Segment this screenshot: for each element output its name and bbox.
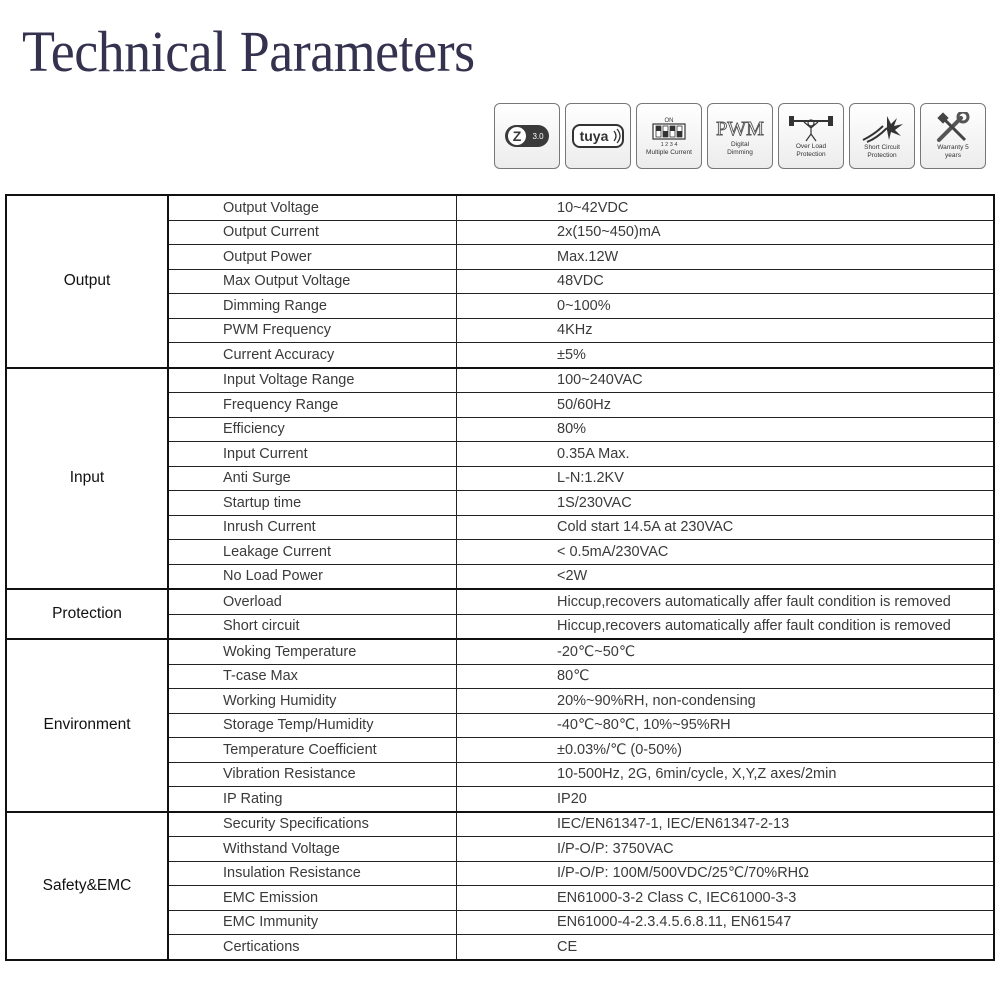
group-label: Safety&EMC [6, 812, 168, 960]
param-name: Input Current [168, 442, 457, 467]
dip-switch-icon [636, 103, 702, 169]
param-name: Max Output Voltage [168, 269, 457, 294]
short-circuit-caption: Short Circuit Protection [864, 144, 900, 159]
param-value: 0~100% [457, 294, 995, 319]
param-name: Short circuit [168, 614, 457, 639]
param-value: Hiccup,recovers automatically affer fault condition is removed [457, 614, 995, 639]
feature-icons [494, 103, 986, 169]
param-name: Input Voltage Range [168, 368, 457, 393]
param-name: No Load Power [168, 564, 457, 589]
param-value: 10-500Hz, 2G, 6min/cycle, X,Y,Z axes/2min [457, 762, 995, 787]
param-name: Current Accuracy [168, 343, 457, 368]
param-value: 80℃ [457, 664, 995, 689]
param-name: Insulation Resistance [168, 861, 457, 886]
group-label: Protection [6, 589, 168, 639]
dip-caption: Multiple Current [646, 149, 692, 156]
tools-warranty-icon [920, 103, 986, 169]
param-value: IP20 [457, 787, 995, 812]
param-name: EMC Immunity [168, 910, 457, 935]
param-name: Inrush Current [168, 515, 457, 540]
param-name: T-case Max [168, 664, 457, 689]
param-name: Certications [168, 935, 457, 960]
param-name: Output Current [168, 220, 457, 245]
spec-row [6, 195, 994, 220]
param-value: Max.12W [457, 245, 995, 270]
param-name: Storage Temp/Humidity [168, 713, 457, 738]
pwm-icon [707, 103, 773, 169]
param-name: Startup time [168, 491, 457, 516]
param-value: <2W [457, 564, 995, 589]
warranty-caption: Warranty 5 years [937, 144, 969, 159]
param-name: Overload [168, 589, 457, 614]
param-value: IEC/EN61347-1, IEC/EN61347-2-13 [457, 812, 995, 837]
tuya-icon [565, 103, 631, 169]
zigbee-version: 3.0 [532, 132, 544, 141]
param-value: -40℃~80℃, 10%~95%RH [457, 713, 995, 738]
param-name: IP Rating [168, 787, 457, 812]
param-name: Security Specifications [168, 812, 457, 837]
overload-caption: Over Load Protection [795, 143, 827, 158]
overload-icon [778, 103, 844, 169]
param-value: I/P-O/P: 3750VAC [457, 837, 995, 862]
param-name: Dimming Range [168, 294, 457, 319]
svg-text:Z: Z [512, 128, 522, 144]
param-value: 50/60Hz [457, 393, 995, 418]
param-name: Output Power [168, 245, 457, 270]
dip-numbers: 1 2 3 4 [660, 142, 678, 148]
param-value: 0.35A Max. [457, 442, 995, 467]
param-name: Output Voltage [168, 195, 457, 220]
param-value: 100~240VAC [457, 368, 995, 393]
param-name: PWM Frequency [168, 318, 457, 343]
param-name: Working Humidity [168, 689, 457, 714]
param-value: I/P-O/P: 100M/500VDC/25℃/70%RHΩ [457, 861, 995, 886]
zigbee-3-icon [494, 103, 560, 169]
param-value: CE [457, 935, 995, 960]
param-value: EN61000-4-2.3.4.5.6.8.11, EN61547 [457, 910, 995, 935]
group-label: Output [6, 195, 168, 368]
param-value: 80% [457, 417, 995, 442]
dip-on-label: ON [664, 118, 674, 124]
spec-table [5, 194, 995, 961]
param-name: Vibration Resistance [168, 762, 457, 787]
spec-row [6, 368, 994, 393]
tuya-label: tuya [579, 128, 609, 144]
spec-row [6, 812, 994, 837]
param-value: 10~42VDC [457, 195, 995, 220]
param-value: -20℃~50℃ [457, 639, 995, 664]
page-title: Technical Parameters [22, 19, 475, 84]
param-name: Leakage Current [168, 540, 457, 565]
param-value: 20%~90%RH, non-condensing [457, 689, 995, 714]
param-value: 48VDC [457, 269, 995, 294]
spec-row [6, 639, 994, 664]
param-value: ±0.03%/℃ (0-50%) [457, 738, 995, 763]
group-label: Input [6, 368, 168, 590]
param-name: EMC Emission [168, 886, 457, 911]
spec-row [6, 589, 994, 614]
pwm-caption: Digital Dimming [727, 141, 753, 156]
param-name: Anti Surge [168, 466, 457, 491]
param-value: EN61000-3-2 Class C, IEC61000-3-3 [457, 886, 995, 911]
param-value: Cold start 14.5A at 230VAC [457, 515, 995, 540]
param-name: Woking Temperature [168, 639, 457, 664]
short-circuit-icon [849, 103, 915, 169]
param-value: 2x(150~450)mA [457, 220, 995, 245]
param-name: Efficiency [168, 417, 457, 442]
param-name: Frequency Range [168, 393, 457, 418]
group-label: Environment [6, 639, 168, 812]
param-value: ±5% [457, 343, 995, 368]
param-value: 4KHz [457, 318, 995, 343]
pwm-label: PWM [716, 118, 764, 140]
param-value: L-N:1.2KV [457, 466, 995, 491]
param-value: < 0.5mA/230VAC [457, 540, 995, 565]
param-value: 1S/230VAC [457, 491, 995, 516]
param-name: Temperature Coefficient [168, 738, 457, 763]
param-name: Withstand Voltage [168, 837, 457, 862]
param-value: Hiccup,recovers automatically affer fault condition is removed [457, 589, 995, 614]
